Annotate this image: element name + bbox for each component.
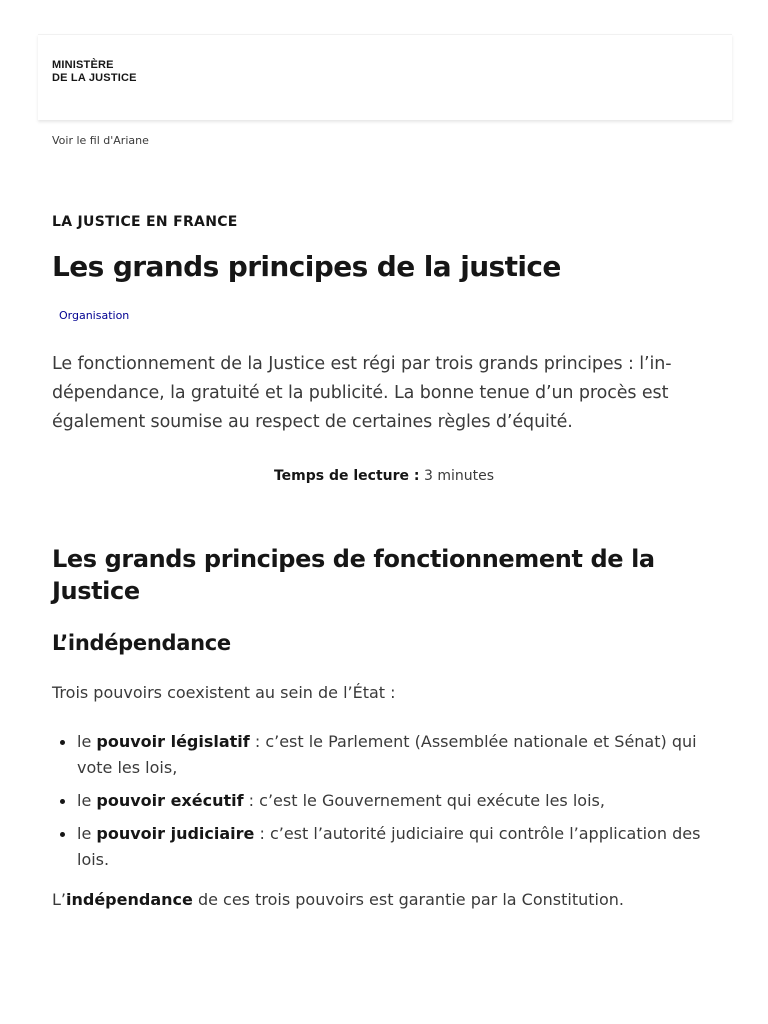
powers-list (52, 729, 722, 873)
bullet-icon (60, 740, 65, 745)
reading-time-value: 3 minutes (423, 468, 494, 484)
ministry-logo[interactable] (52, 59, 137, 85)
site-header (38, 34, 732, 120)
paragraph-text: de ces trois pouvoirs est garantie par la Constitution. (192, 890, 624, 909)
section-heading: Les grands principes de fonctionnement de la Justice (52, 545, 655, 605)
list-item (52, 729, 722, 781)
paragraph-prefix: L’ (52, 890, 66, 909)
intro-paragraph: Le fonctionnement de la Justice est régi par trois grands principes : l’in-dépendance, la gratuité et la publicité. La bonne tenue d’un procès est également soumise au respect de certaines règles d’équité. (52, 354, 672, 432)
bullet-prefix: le (77, 824, 97, 843)
page-title: Les grands principes de la justice (52, 250, 561, 283)
paragraph-powers: Trois pouvoirs coexistent au sein de l’État : (52, 683, 396, 702)
breadcrumb-toggle-button[interactable]: Voir le fil d'Ariane (52, 134, 149, 147)
list-item (52, 788, 722, 814)
bullet-strong: pouvoir législatif (96, 732, 250, 751)
bullet-strong: pouvoir exécutif (96, 791, 244, 810)
bullet-strong: pouvoir judiciaire (96, 824, 255, 843)
section-kicker: LA JUSTICE EN FRANCE (52, 214, 238, 230)
reading-time (0, 468, 768, 484)
bullet-prefix: le (77, 732, 97, 751)
paragraph-strong: indépendance (66, 890, 193, 909)
bullet-icon (60, 799, 65, 804)
bullet-text: : c’est le Gouvernement qui exécute les lois, (243, 791, 605, 810)
paragraph-independence (52, 890, 722, 909)
logo-line-2: DE LA JUSTICE (52, 72, 137, 84)
bullet-text: : c’est l’autorité judiciaire qui contrôle l’application des lois. (77, 824, 701, 869)
logo-line-1: MINISTÈRE (52, 59, 114, 71)
bullet-text: : c’est le Parlement (Assemblée nationale et Sénat) qui vote les lois, (77, 732, 697, 777)
bullet-icon (60, 832, 65, 837)
subsection-heading: L’indépendance (52, 631, 231, 655)
reading-time-label: Temps de lecture : (273, 468, 420, 484)
tag-organisation[interactable]: Organisation (59, 309, 130, 322)
list-item (52, 821, 722, 873)
bullet-prefix: le (77, 791, 97, 810)
